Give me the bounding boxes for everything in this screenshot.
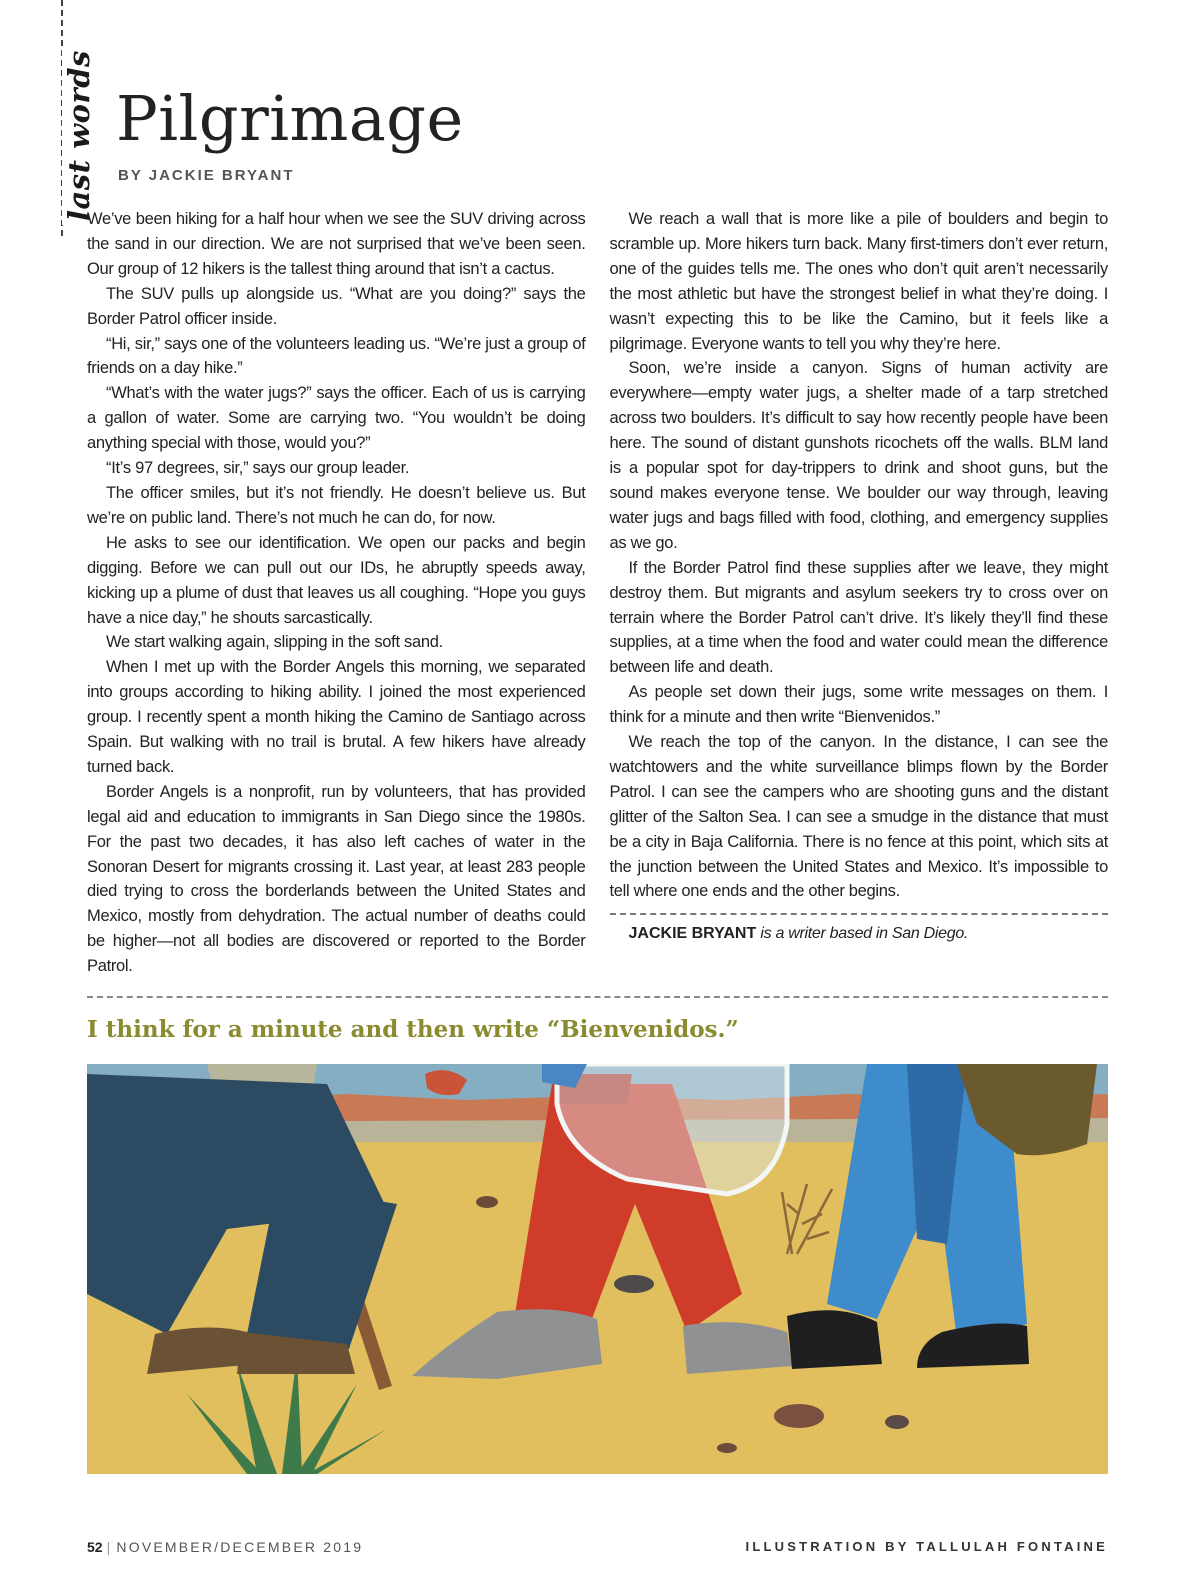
- section-tab: [0, 0, 96, 240]
- body-paragraph: He asks to see our identification. We open our packs and begin digging. Before we can pull out our IDs, he abruptly speeds away, kicking up a plume of dust that leaves us all coughing. “Hope you guys have a nice day,” he shouts sarcastically.: [87, 533, 586, 627]
- author-bio: [610, 923, 1109, 945]
- byline: BY JACKIE BRYANT: [118, 167, 295, 184]
- bio-divider: [610, 913, 1109, 915]
- illustration-credit: ILLUSTRATION BY TALLULAH FONTAINE: [745, 1539, 1108, 1554]
- gray-shoe: [683, 1322, 792, 1374]
- rock: [774, 1404, 824, 1428]
- rock: [614, 1275, 654, 1293]
- black-shoe: [787, 1310, 882, 1369]
- rock: [885, 1415, 909, 1429]
- folio-separator: |: [106, 1539, 113, 1555]
- body-paragraph: We start walking again, slipping in the soft sand.: [106, 633, 443, 652]
- body-paragraph: “It’s 97 degrees, sir,” says our group leader.: [106, 459, 410, 478]
- body-paragraph: “Hi, sir,” says one of the volunteers leading us. “We’re just a group of friends on a day hike.”: [87, 334, 586, 378]
- article-title: Pilgrimage: [116, 82, 464, 155]
- rock: [717, 1443, 737, 1453]
- body-paragraph: If the Border Patrol find these supplies after we leave, they might destroy them. But migrants and asylum seekers try to cross over on terrain where the Border Patrol can’t drive. It’s likely they’ll find these supplies, at a time when the food and water could mean the difference between life and death.: [609, 558, 1108, 677]
- body-paragraph: We reach a wall that is more like a pile of boulders and begin to scramble up. More hikers turn back. Many first-timers don’t ever return, one of the guides tells me. The ones who don’t quit aren’t necessarily the most athletic but have the strongest belief in what they’re doing. I wasn’t expecting this to be like the Camino, but it feels like a pilgrimage. Everyone wants to tell you why they’re here.: [609, 210, 1108, 353]
- body-paragraph: Soon, we’re inside a canyon. Signs of human activity are everywhere—empty water jugs, a shelter made of a tarp stretched across two boulders. It’s difficult to say how recently people have been here. The sound of distant gunshots ricochets off the walls. BLM land is a popular spot for day-trippers to drink and shoot guns, but the sound makes everyone tense. We boulder our way through, leaving water jugs and bags filled with food, clothing, and emergency supplies as we go.: [609, 359, 1108, 552]
- article-body: [87, 207, 1108, 980]
- body-paragraph: The officer smiles, but it’s not friendly. He doesn’t believe us. But we’re on public land. There’s not much he can do, for now.: [87, 483, 586, 527]
- body-paragraph: As people set down their jugs, some write messages on them. I think for a minute and then write “Bienvenidos.”: [609, 683, 1108, 727]
- body-paragraph: We reach the top of the canyon. In the distance, I can see the watchtowers and the white surveillance blimps flown by the Border Patrol. I can see the campers who are shooting guns and the distant glitter of the Salton Sea. I can see a smudge in the distance that must be a city in Baja California. There is no fence at this point, which sits at the junction between the United States and Mexico. It’s impossible to tell where one ends and the other begins.: [609, 733, 1108, 901]
- body-paragraph: We’ve been hiking for a half hour when we see the SUV driving across the sand in our direction. We are not surprised that we’ve been seen. Our group of 12 hikers is the tallest thing around that isn’t a cactus.: [87, 210, 586, 278]
- section-tab-label: last words: [62, 46, 96, 225]
- folio: [87, 1539, 363, 1555]
- author-bio-name: JACKIE BRYANT: [628, 925, 757, 943]
- issue-date: NOVEMBER/DECEMBER 2019: [116, 1539, 364, 1555]
- body-paragraph: When I met up with the Border Angels this morning, we separated into groups according to hiking ability. I joined the most experienced group. I recently spent a month hiking the Camino de Santiago across Spain. But walking with no trail is brutal. A few hikers have already turned back.: [87, 658, 586, 776]
- author-bio-text: is a writer based in San Diego.: [756, 925, 969, 943]
- page-number: 52: [87, 1539, 103, 1555]
- body-paragraph: “What’s with the water jugs?” says the officer. Each of us is carrying a gallon of water. Some are carrying two. “You wouldn’t be doing anything special with those, would you?”: [87, 384, 586, 453]
- body-paragraph: Border Angels is a nonprofit, run by volunteers, that has provided legal aid and education to immigrants in San Diego since the 1980s. For the past two decades, it has also left caches of water in the Sonoran Desert for migrants crossing it. Last year, at least 283 people died trying to cross the borderlands between the United States and Mexico, mostly from dehydration. The actual number of deaths could be higher—not all bodies are discovered or reported to the Border Patrol.: [87, 782, 586, 976]
- section-divider: [87, 996, 1108, 998]
- pull-quote: I think for a minute and then write “Bienvenidos.”: [87, 1016, 739, 1043]
- body-paragraph: The SUV pulls up alongside us. “What are you doing?” says the Border Patrol officer inside.: [87, 284, 586, 328]
- rock: [476, 1196, 498, 1208]
- hikers-illustration: [87, 1064, 1108, 1474]
